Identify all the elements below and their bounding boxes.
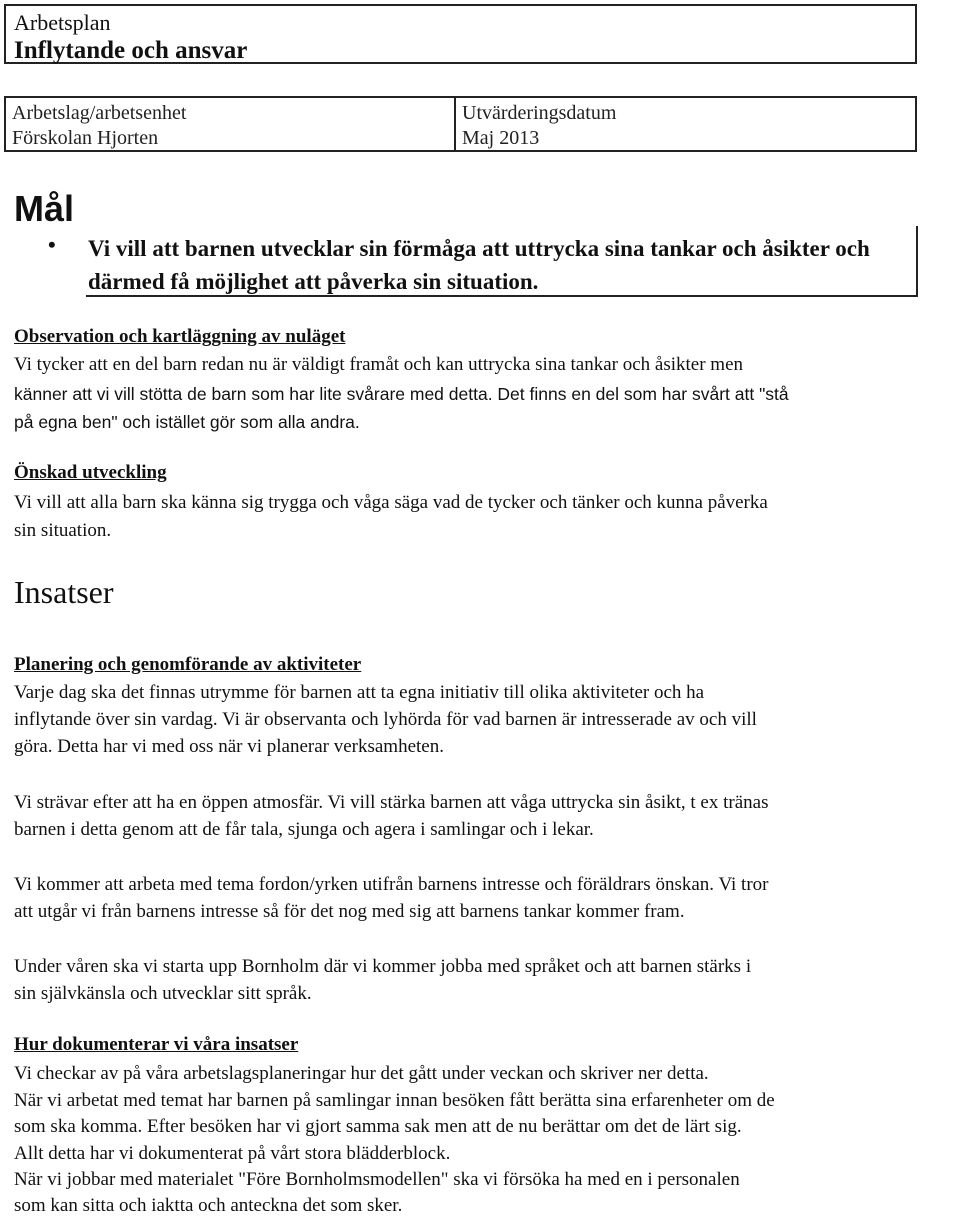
development-line-2: sin situation. — [14, 520, 112, 541]
planning-p1-line-1: Varje dag ska det finnas utrymme för barnen att ta egna initiativ till olika aktiviteter och ha — [14, 682, 705, 703]
documentation-line-6: som kan sitta och iaktta och anteckna det som sker. — [14, 1195, 403, 1216]
planning-p2-line-1: Vi strävar efter att ha en öppen atmosfär. Vi vill stärka barnen att våga uttrycka sin åsikt, t ex tränas — [14, 792, 769, 813]
planning-p1-line-3: göra. Detta har vi med oss när vi planerar verksamheten. — [14, 736, 444, 757]
goal-bullet: • — [48, 232, 56, 257]
document-header-box — [4, 4, 917, 64]
document-title: Inflytande och ansvar — [14, 37, 248, 64]
observation-line-1: Vi tycker att en del barn redan nu är väldigt framåt och kan uttrycka sina tankar och åsikter men — [14, 354, 744, 375]
documentation-line-1: Vi checkar av på våra arbetslagsplaneringar hur det gått under veckan och skriver ner detta. — [14, 1063, 709, 1084]
team-value: Förskolan Hjorten — [12, 127, 159, 149]
planning-p4-line-1: Under våren ska vi starta upp Bornholm där vi kommer jobba med språket och att barnen stärks i — [14, 956, 752, 977]
development-line-1: Vi vill att alla barn ska känna sig trygga och våga säga vad de tycker och tänker och kunna påverka — [14, 492, 768, 513]
documentation-line-4: Allt detta har vi dokumenterat på vårt stora blädderblock. — [14, 1143, 451, 1164]
info-table — [4, 96, 917, 152]
planning-p4-line-2: sin självkänsla och utvecklar sitt språk. — [14, 983, 312, 1004]
development-heading: Önskad utveckling — [14, 462, 167, 483]
planning-p1-line-2: inflytande över sin vardag. Vi är observanta och lyhörda för vad barnen är intresserade av och vill — [14, 709, 757, 730]
planning-p3-line-1: Vi kommer att arbeta med tema fordon/yrken utifrån barnens intresse och föräldrars önskan. Vi tror — [14, 874, 769, 895]
planning-p3-line-2: att utgår vi från barnens intresse så för det nog med sig att barnens tankar kommer fram. — [14, 901, 685, 922]
team-label: Arbetslag/arbetsenhet — [12, 102, 187, 124]
team-cell — [6, 98, 456, 150]
documentation-line-2: När vi arbetat med temat har barnen på samlingar innan besöken fått berätta sina erfarenheter om de — [14, 1090, 775, 1111]
documentation-line-5: När vi jobbar med materialet "Före Bornholmsmodellen" ska vi försöka ha med en i personalen — [14, 1169, 740, 1190]
documentation-line-3: som ska komma. Efter besöken har vi gjort samma sak men att de nu berättar om det de lärt sig. — [14, 1116, 742, 1137]
document-type: Arbetsplan — [14, 10, 111, 35]
planning-p2-line-2: barnen i detta genom att de får tala, sjunga och agera i samlingar och i lekar. — [14, 819, 594, 840]
planning-heading: Planering och genomförande av aktiviteter — [14, 654, 362, 675]
goal-heading: Mål — [14, 188, 75, 229]
documentation-heading: Hur dokumenterar vi våra insatser — [14, 1034, 299, 1055]
date-label: Utvärderingsdatum — [462, 102, 617, 124]
observation-line-2: känner att vi vill stötta de barn som har lite svårare med detta. Det finns en del som har svårt att "stå — [14, 384, 789, 404]
date-cell — [456, 98, 915, 150]
observation-heading: Observation och kartläggning av nuläget — [14, 326, 346, 347]
goal-text: Vi vill att barnen utvecklar sin förmåga att uttrycka sina tankar och åsikter och därmed få möjlighet att påverka sin situation. — [88, 236, 870, 294]
date-value: Maj 2013 — [462, 127, 540, 149]
insatser-heading: Insatser — [14, 574, 114, 610]
observation-line-3: på egna ben" och istället gör som alla andra. — [14, 412, 360, 432]
